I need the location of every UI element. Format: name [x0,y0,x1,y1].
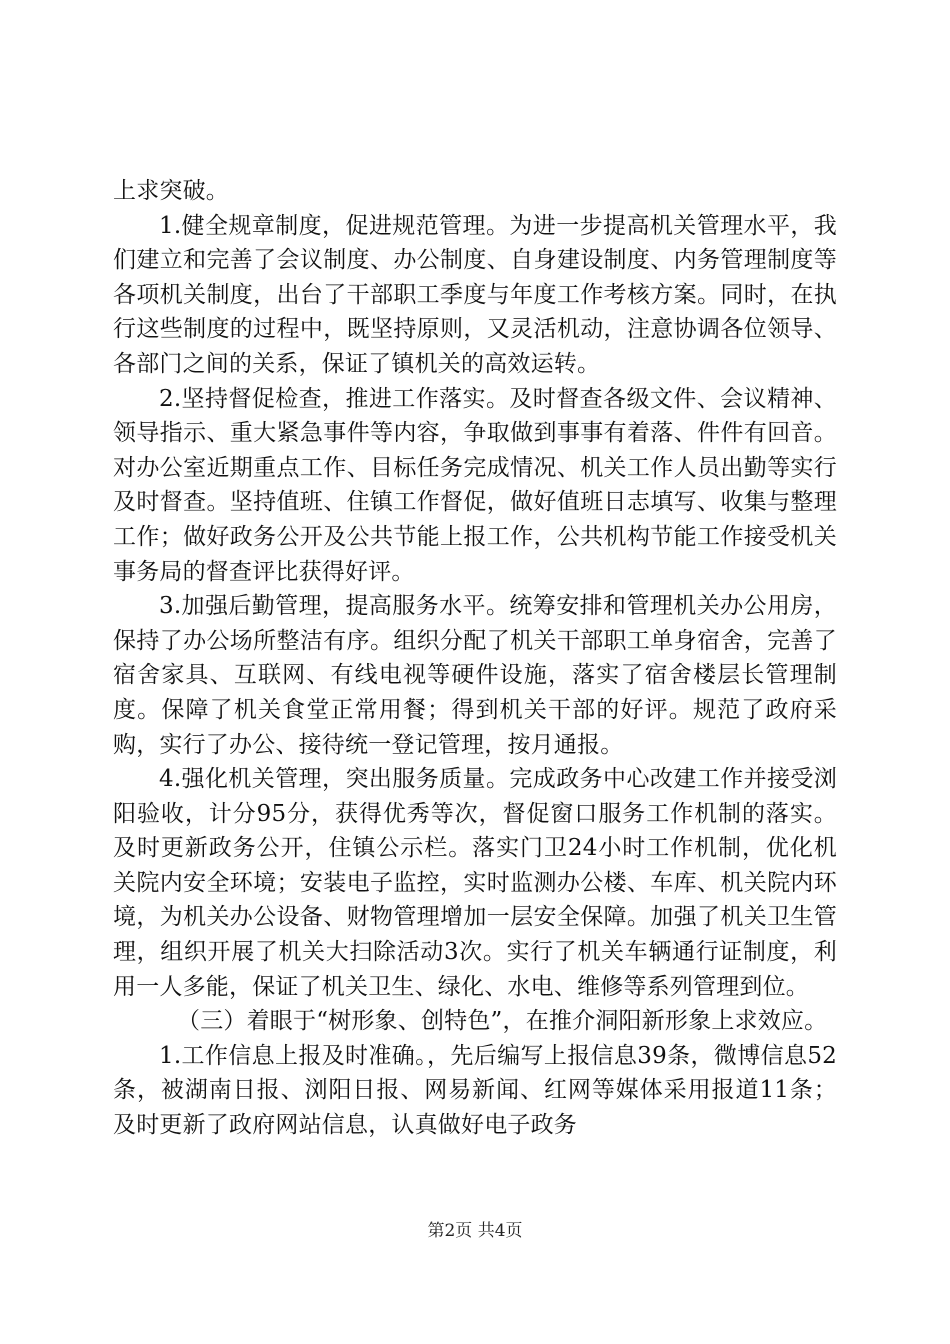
paragraph-item-3: 3.加强后勤管理，提高服务水平。统筹安排和管理机关办公用房，保持了办公场所整洁有序。组织分配了机关干部职工单身宿舍，完善了宿舍家具、互联网、有线电视等硬件设施，落实了宿舍楼层长管理制度。保障了机关食堂正常用餐；得到机关干部的好评。规范了政府采购，实行了办公、接待统一登记管理，按月通报。 [113,593,837,758]
page-indicator: 第2页 共4页 [427,1221,523,1241]
paragraph-item-4: 4.强化机关管理，突出服务质量。完成政务中心改建工作并接受浏阳验收，计分95分，获得优秀等次，督促窗口服务工作机制的落实。及时更新政务公开，住镇公示栏。落实门卫24小时工作机制，优化机关院内安全环境；安装电子监控，实时监测办公楼、车库、机关院内环境，为机关办公设备、财物管理增加一层安全保障。加强了机关卫生管理，组织开展了机关大扫除活动3次。实行了机关车辆通行证制度，利用一人多能，保证了机关卫生、绿化、水电、维修等系列管理到位。 [113,766,837,1000]
paragraph-item-2: 2.坚持督促检查，推进工作落实。及时督查各级文件、会议精神、领导指示、重大紧急事件等内容，争取做到事事有着落、件件有回音。对办公室近期重点工作、目标任务完成情况、机关工作人员出勤等实行及时督查。坚持值班、住镇工作督促，做好值班日志填写、收集与整理工作；做好政务公开及公共节能上报工作，公共机构节能工作接受机关事务局的督查评比获得好评。 [113,385,837,585]
page-footer [0,1216,950,1241]
paragraph-item-1-section-3: 1.工作信息上报及时准确。，先后编写上报信息39条，微博信息52条，被湖南日报、浏阳日报、网易新闻、红网等媒体采用报道11条；及时更新了政府网站信息，认真做好电子政务 [113,1042,837,1139]
section-heading-3: （三）着眼于“树形象、创特色”，在推介洞阳新形象上求效应。 [177,1008,828,1035]
paragraph-continuation: 上求突破。 [113,178,229,204]
document-body [113,174,837,1143]
paragraph-item-1: 1.健全规章制度，促进规范管理。为进一步提高机关管理水平，我们建立和完善了会议制度、办公制度、自身建设制度、内务管理制度等各项机关制度，出台了干部职工季度与年度工作考核方案。同时，在执行这些制度的过程中，既坚持原则，又灵活机动，注意协调各位领导、各部门之间的关系，保证了镇机关的高效运转。 [113,212,837,377]
